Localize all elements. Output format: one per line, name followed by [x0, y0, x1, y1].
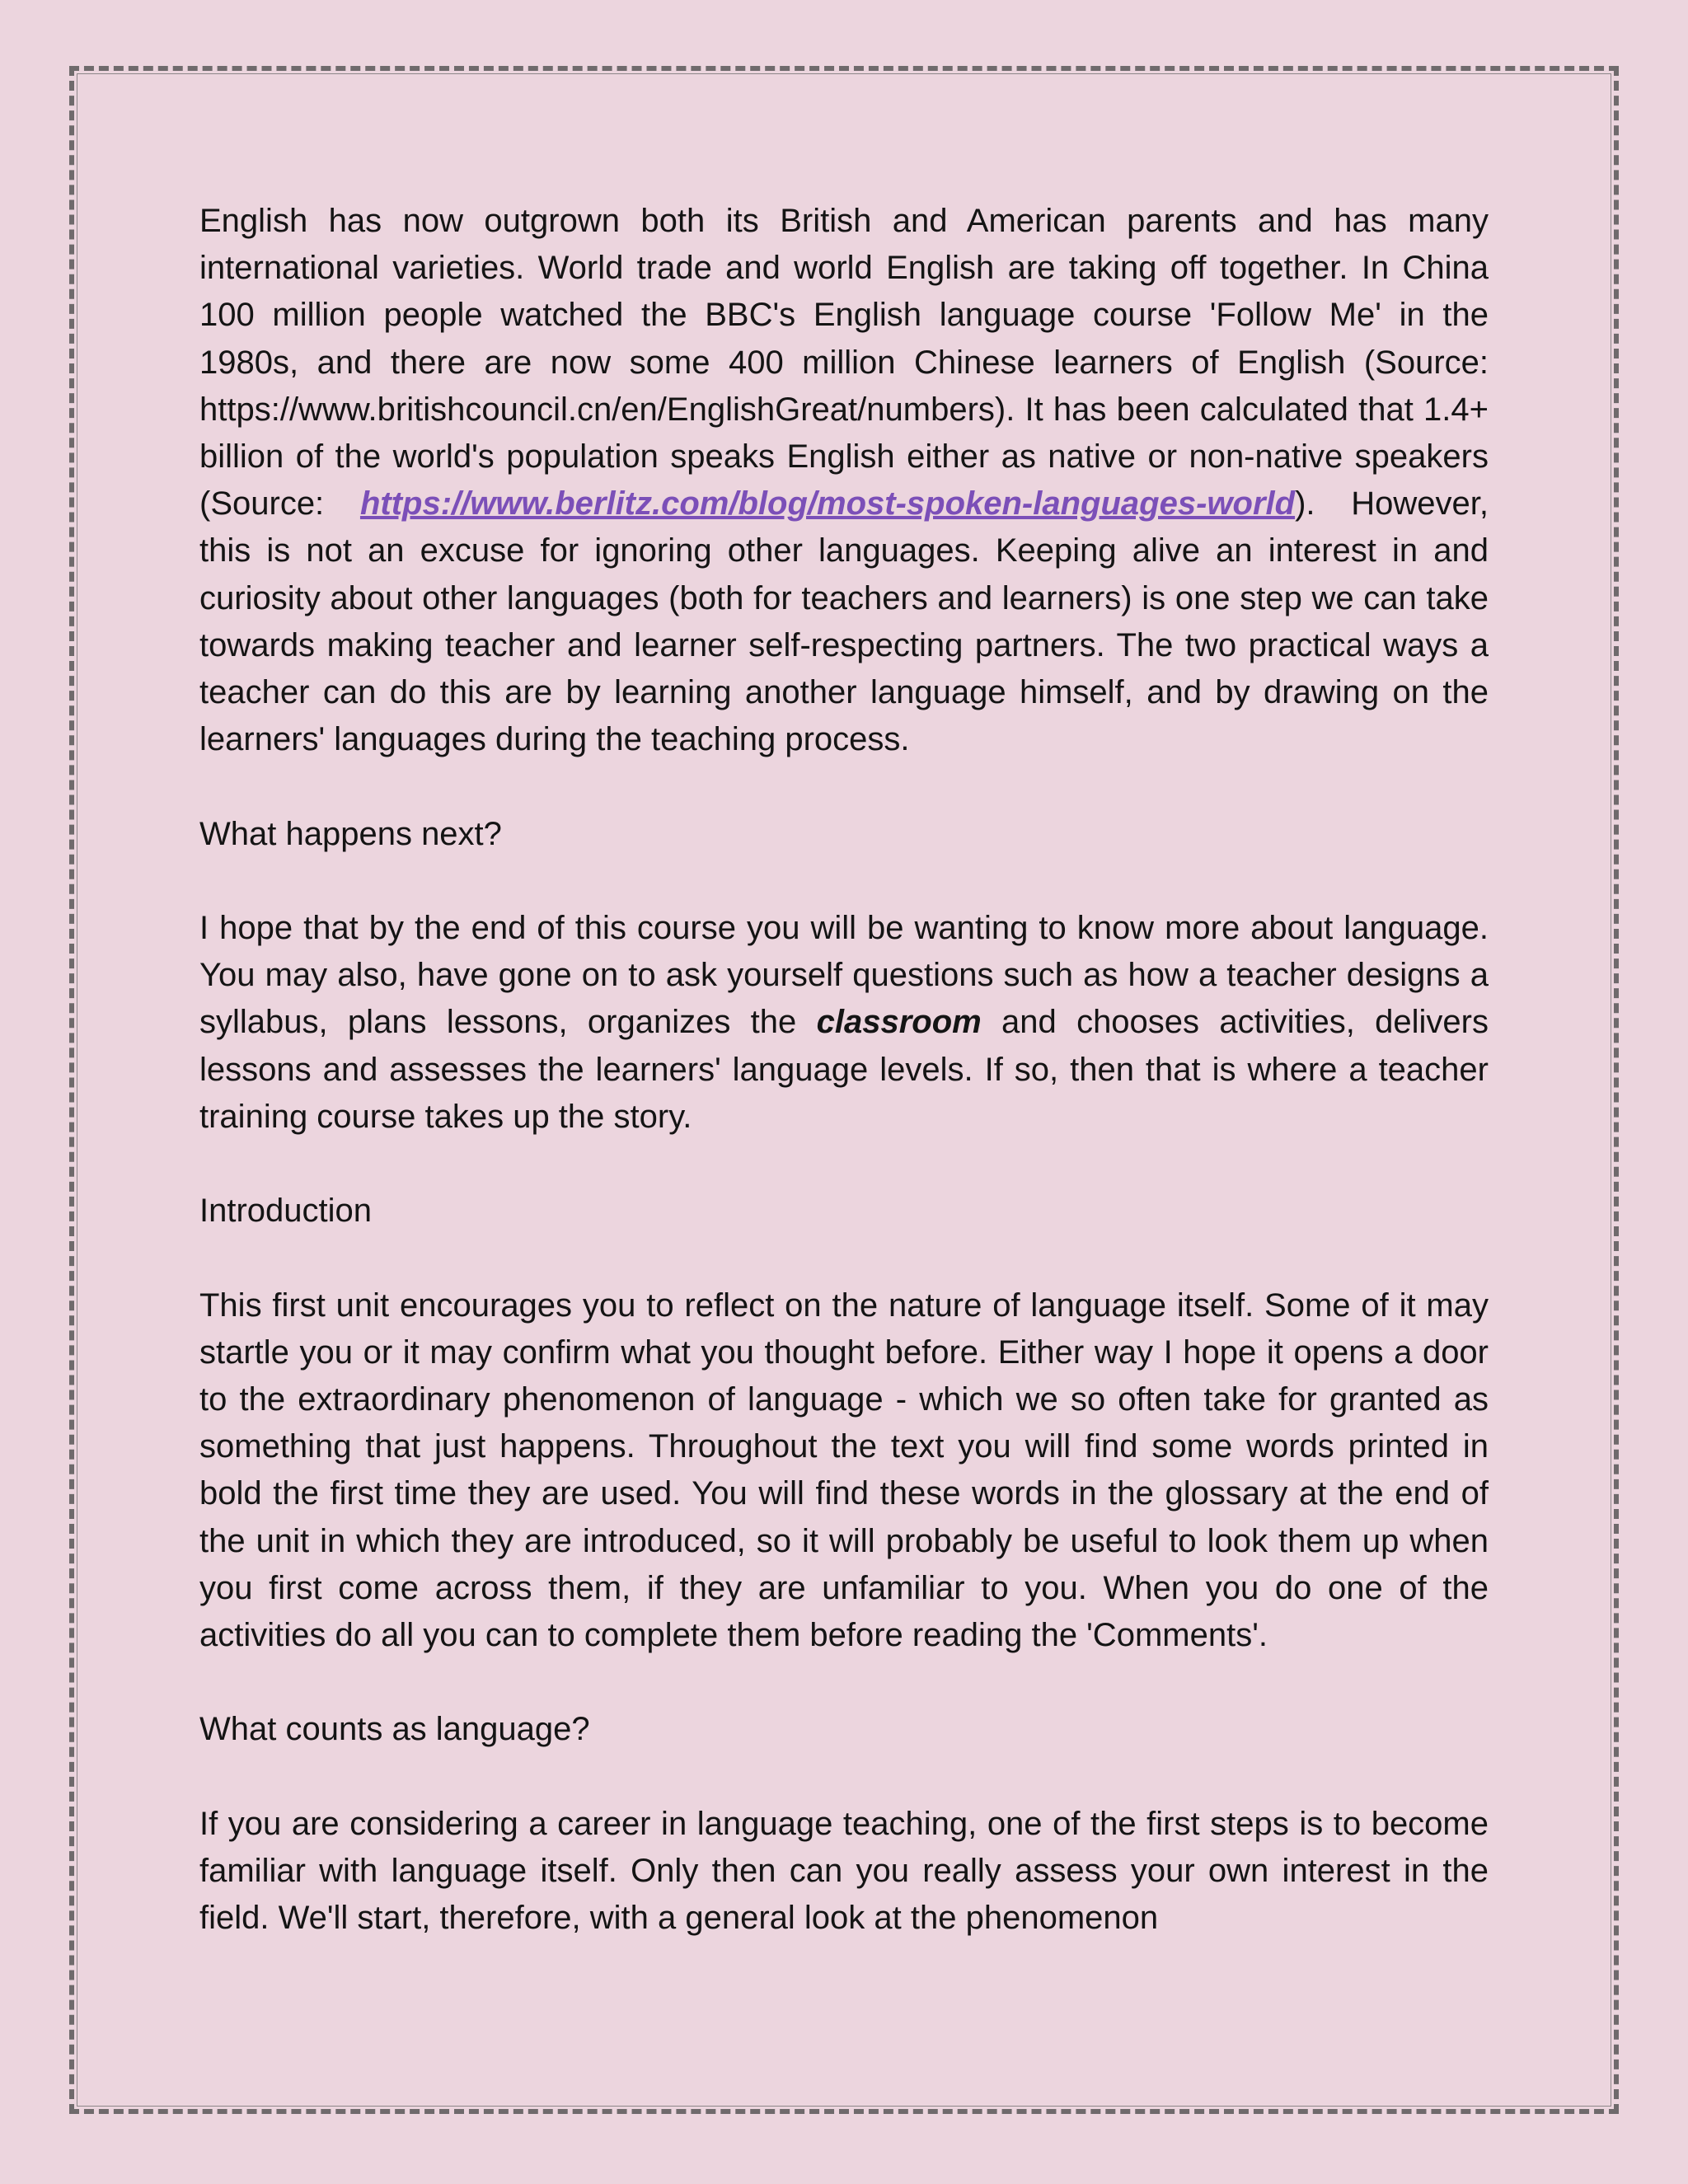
paragraph-text: English has now outgrown both its British and American parents and has many international varieties. World trade and world English are taking off together. In China 100 million people watched the BBC's English language course 'Follow Me' in the 1980s, and there are now some 400 million Chinese learners of English (Source: https://www.britishcouncil.cn/en/EnglishGreat/numbers). It has been calculated that 1.4+ billion of the world's population speaks English either as native or non-native speakers (Source: — [199, 203, 1489, 523]
heading-what-happens-next: What happens next? — [199, 815, 502, 852]
paragraph-language-teaching: If you are considering a career in language teaching, one of the first steps is to become familiar with language itself. Only then can you really assess your own interest in the field. We'll start, therefore, with a general look at the phenomenon — [199, 1805, 1489, 1937]
paragraph-introduction: This first unit encourages you to reflect on the nature of language itself. Some of it may startle you or it may confirm what you thought before. Either way I hope it opens a door to the extraordinary phenomenon of language - which we so often take for granted as something that just happens. Throughout the text you will find some words printed in bold the first time they are used. You will find these words in the glossary at the end of the unit in which they are introduced, so it will probably be useful to look them up when you first come across them, if they are unfamiliar to you. When you do one of the activities do all you can to complete them before reading the 'Comments'. — [199, 1286, 1489, 1654]
heading-what-counts-as-language: What counts as language? — [199, 1711, 590, 1748]
paragraph-text: I hope that by the end of this course you will be wanting to know more about language. You may also, have gone on to ask yourself questions such as how a teacher designs a syllabus, plans lessons, organizes the — [199, 910, 1489, 1041]
document-body — [199, 198, 1489, 1942]
paragraph-text: and chooses activities, delivers lessons and assesses the learners' language levels. If so, then that is where a teacher training course takes up the story. — [199, 1004, 1489, 1135]
berlitz-source-link[interactable]: https://www.berlitz.com/blog/most-spoken-languages-world — [359, 485, 1296, 523]
heading-introduction: Introduction — [199, 1193, 373, 1230]
paragraph-world-english — [199, 198, 1489, 763]
emphasized-term: classroom — [816, 1004, 982, 1041]
paragraph-course-outlook — [199, 905, 1489, 1141]
paragraph-text: ). However, this is not an excuse for ignoring other languages. Keeping alive an interest in and curiosity about other languages (both for teachers and learners) is one step we can take towards making teacher and learner self-respecting partners. The two practical ways a teacher can do this are by learning another language himself, and by drawing on the learners' languages during the teaching process. — [199, 485, 1489, 758]
